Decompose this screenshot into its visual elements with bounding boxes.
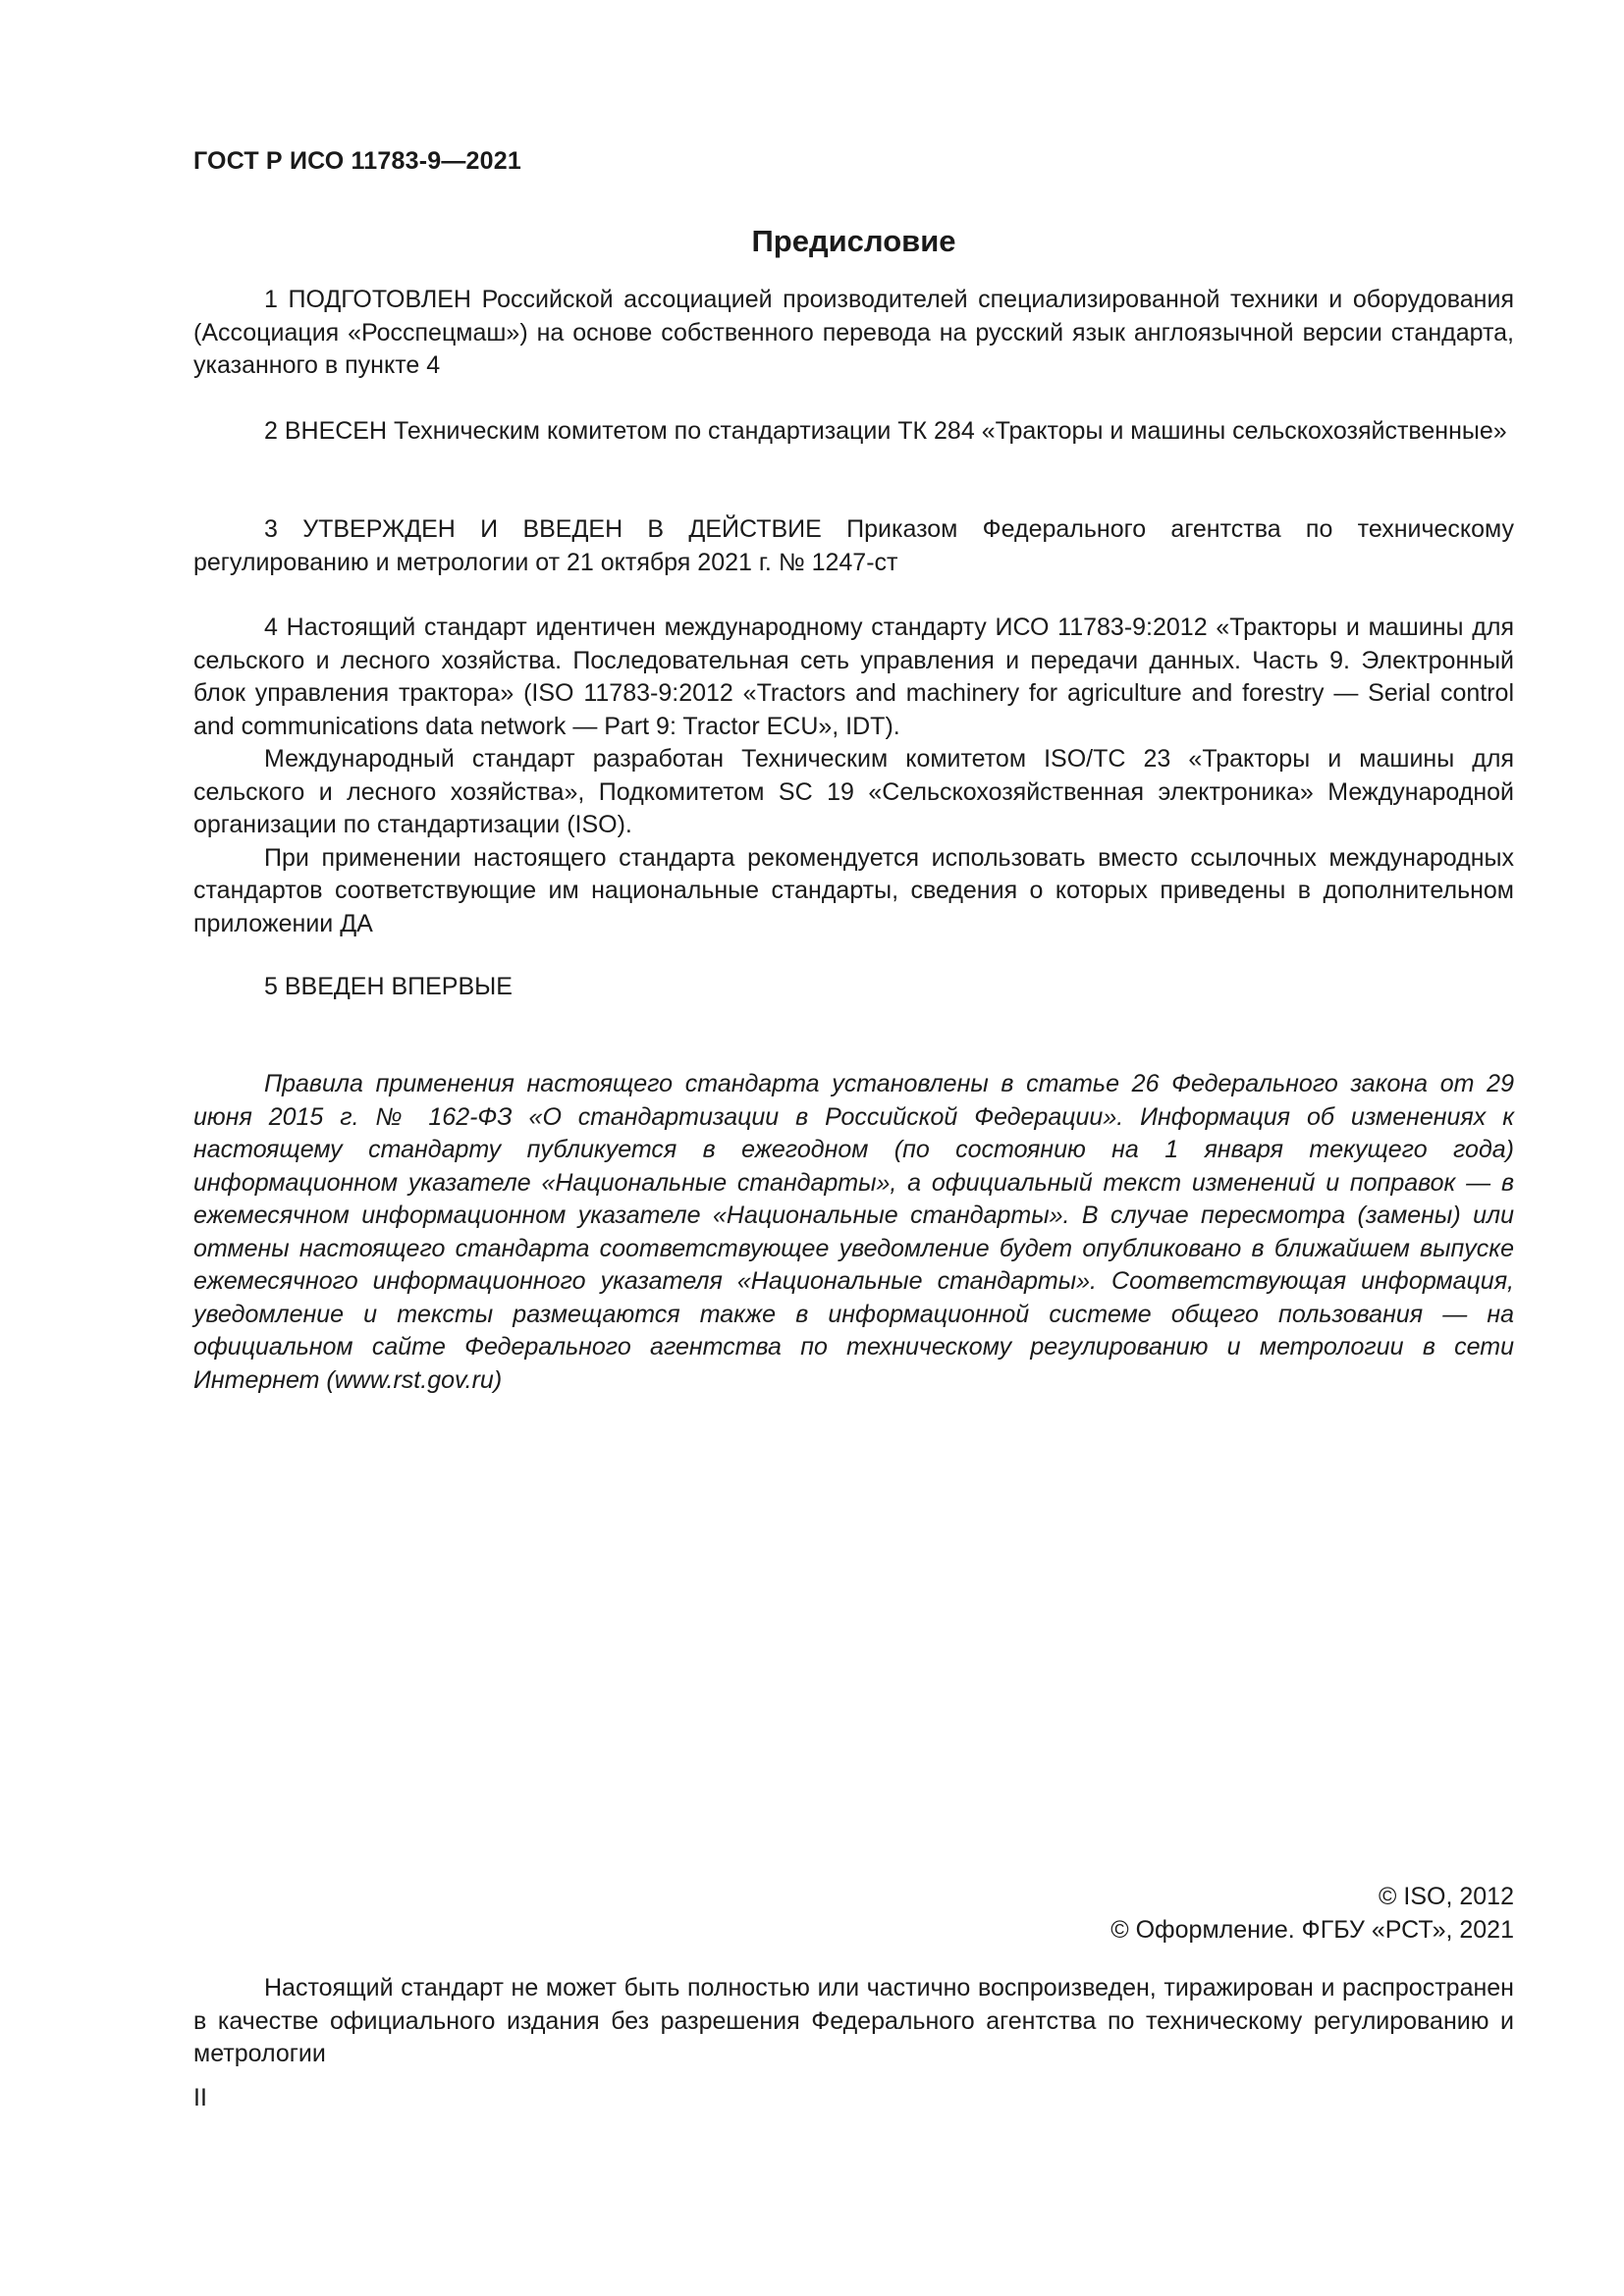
section-4-paragraph-2: Международный стандарт разработан Техническим комитетом ISO/TC 23 «Тракторы и машины для сельского и лесного хозяйства», Подкомитетом SC 19 «Сельскохозяйственная электроника» Международной организации по стандартизации (ISO).: [193, 745, 1514, 838]
page-number: II: [193, 2084, 207, 2111]
section-1: [193, 284, 1514, 383]
copyright-iso: © ISO, 2012: [1379, 1883, 1514, 1910]
section-5: [193, 971, 1514, 1004]
section-4-paragraph-3: При применении настоящего стандарта рекомендуется использовать вместо ссылочных международных стандартов соответствующие им национальные стандарты, сведения о которых приведены в дополнительном приложении ДА: [193, 843, 1514, 937]
section-2-text: 2 ВНЕСЕН Техническим комитетом по стандартизации ТК 284 «Тракторы и машины сельскохозяйственные»: [264, 417, 1507, 445]
section-3: [193, 513, 1514, 579]
rules-notice: [193, 1068, 1514, 1397]
section-3-text: 3 УТВЕРЖДЕН И ВВЕДЕН В ДЕЙСТВИЕ Приказом Федерального агентства по техническому регулированию и метрологии от 21 октября 2021 г. № 1247-ст: [193, 515, 1514, 576]
rules-notice-text: Правила применения настоящего стандарта установлены в статье 26 Федерального закона от 29 июня 2015 г. № 162-ФЗ «О стандартизации в Российской Федерации». Информация об изменениях к настоящему стандарту публикуется в ежегодном (по состоянию на 1 января текущего года) информационном указателе «Национальные стандарты», а официальный текст изменений и поправок — в ежемесячном информационном указателе «Национальные стандарты». В случае пересмотра (замены) или отмены настоящего стандарта соответствующее уведомление будет опубликовано в ближайшем выпуске ежемесячного информационного указателя «Национальные стандарты». Соответствующая информация, уведомление и тексты размещаются также в информационной системе общего пользования — на официальном сайте Федерального агентства по техническому регулированию и метрологии в сети Интернет (www.rst.gov.ru): [193, 1070, 1514, 1394]
section-1-text: 1 ПОДГОТОВЛЕН Российской ассоциацией производителей специализированной техники и оборудования (Ассоциация «Росспецмаш») на основе собственного перевода на русский язык англоязычной версии стандарта, указанного в пункте 4: [193, 286, 1514, 379]
section-4-paragraph-1: 4 Настоящий стандарт идентичен международному стандарту ИСО 11783-9:2012 «Тракторы и машины для сельского и лесного хозяйства. Последовательная сеть управления и передачи данных. Часть 9. Электронный блок управления трактора» (ISO 11783-9:2012 «Tractors and machinery for agriculture and forestry — Serial control and communications data network — Part 9: Tractor ECU», IDT).: [193, 614, 1514, 740]
section-5-text: 5 ВВЕДЕН ВПЕРВЫЕ: [264, 973, 513, 1000]
copyright-rst: © Оформление. ФГБУ «РСТ», 2021: [1110, 1916, 1514, 1944]
page-title: Предисловие: [751, 224, 956, 258]
copyright-block: [193, 1880, 1514, 1947]
document-code: ГОСТ Р ИСО 11783-9—2021: [193, 147, 521, 175]
section-2: [193, 415, 1514, 449]
section-4: [193, 612, 1514, 940]
reproduction-notice: [193, 1972, 1514, 2071]
reproduction-notice-text: Настоящий стандарт не может быть полностью или частично воспроизведен, тиражирован и распространен в качестве официального издания без разрешения Федерального агентства по техническому регулированию и метрологии: [193, 1974, 1514, 2067]
